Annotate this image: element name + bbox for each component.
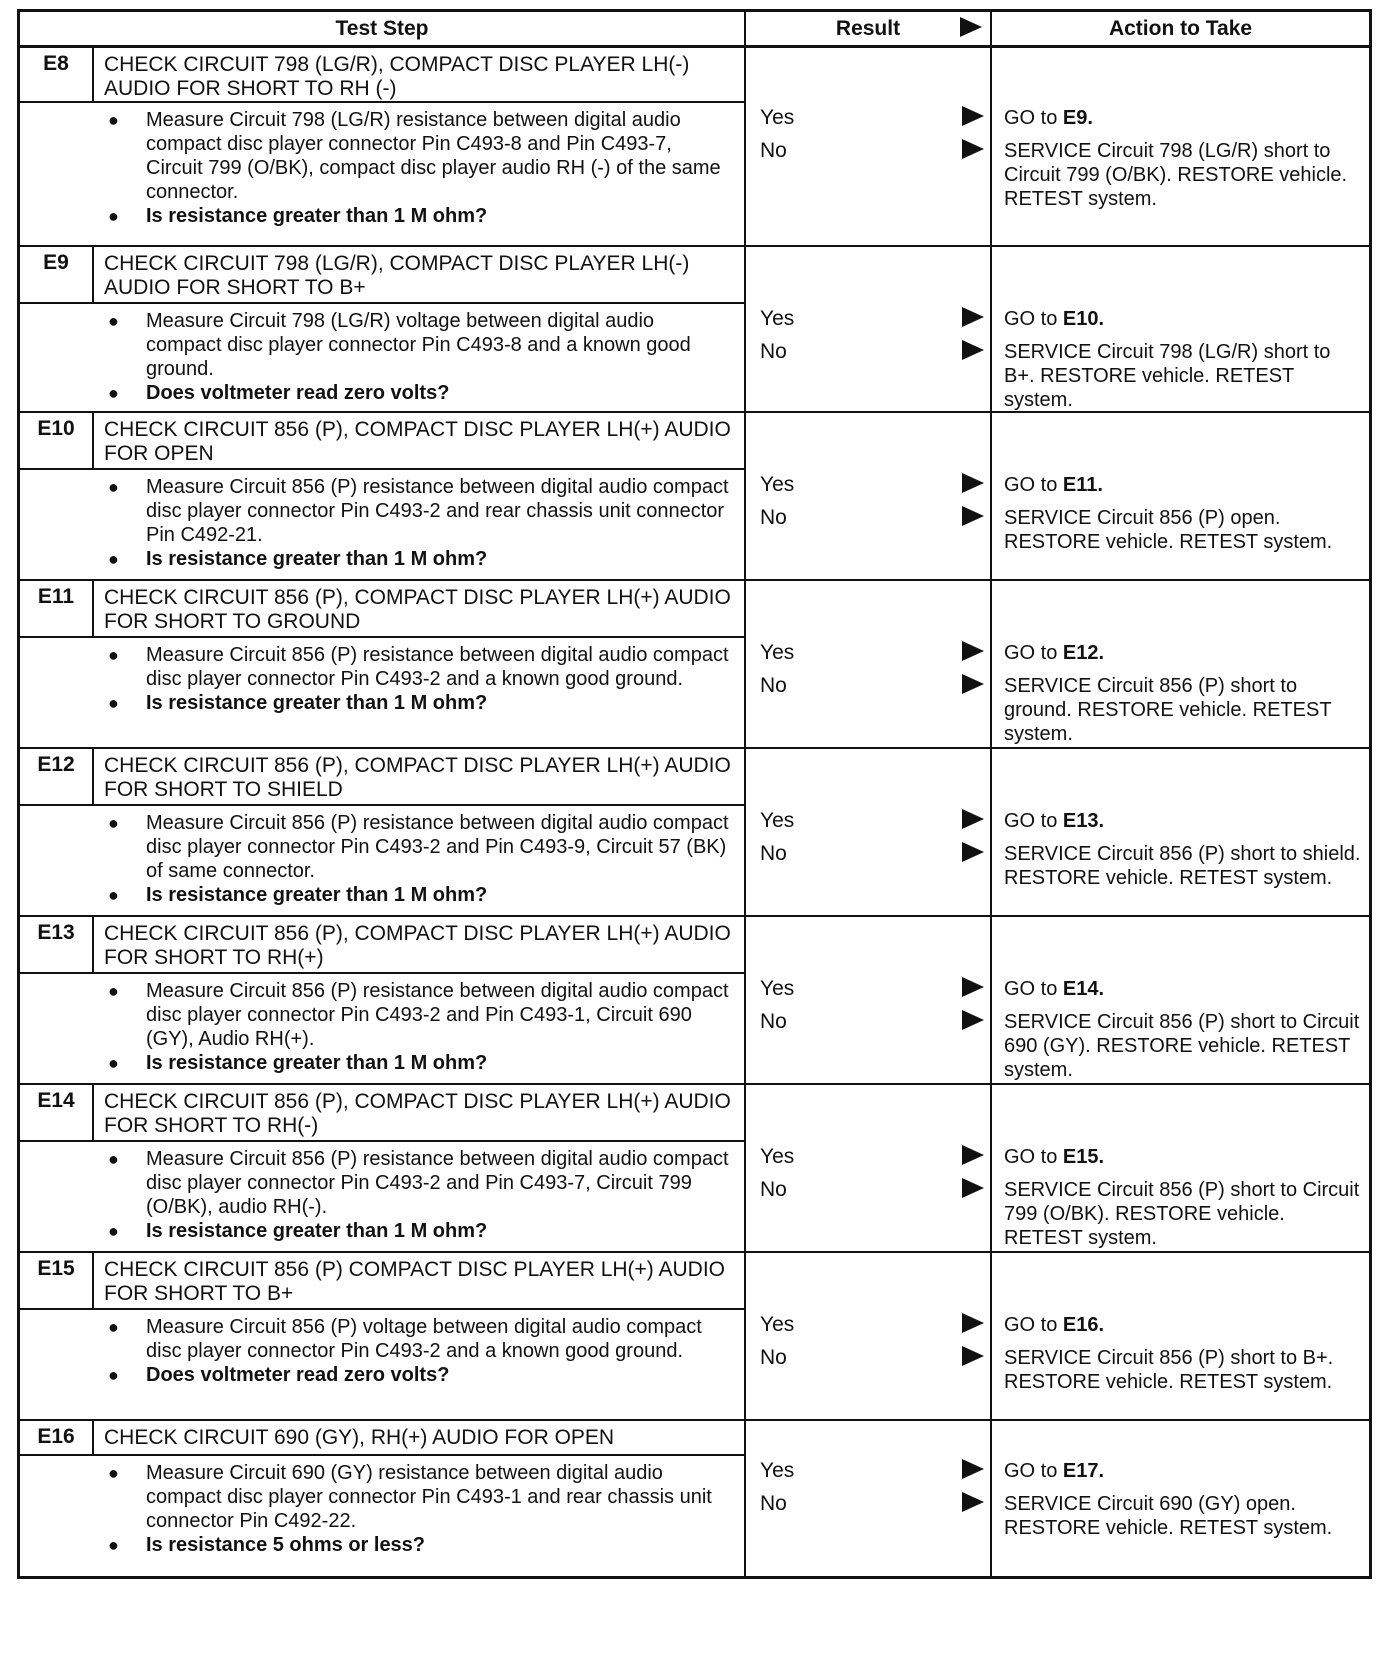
arrow-right-icon bbox=[962, 1459, 984, 1479]
bullet-icon: ● bbox=[108, 383, 119, 403]
result-cell bbox=[746, 1253, 992, 1419]
test-step-row bbox=[20, 749, 1369, 917]
bullet-icon: ● bbox=[108, 110, 119, 130]
bullet-text: Is resistance greater than 1 M ohm? bbox=[146, 692, 488, 714]
step-question bbox=[108, 547, 734, 571]
result-cell bbox=[746, 1421, 992, 1576]
arrow-right-icon bbox=[962, 641, 984, 661]
bullet-text: Does voltmeter read zero volts? bbox=[146, 1364, 450, 1386]
step-bullets bbox=[94, 1456, 744, 1576]
arrow-right-icon bbox=[962, 506, 984, 526]
arrow-right-icon bbox=[962, 340, 984, 360]
result-yes: Yes bbox=[760, 1313, 795, 1336]
step-instruction bbox=[108, 309, 734, 381]
header-test-step: Test Step bbox=[20, 12, 746, 45]
arrow-right-icon bbox=[962, 1145, 984, 1165]
test-step-row bbox=[20, 1253, 1369, 1421]
step-body bbox=[20, 638, 744, 747]
step-bullets bbox=[94, 304, 744, 411]
bullet-text: Is resistance greater than 1 M ohm? bbox=[146, 1052, 488, 1074]
step-bullets bbox=[94, 974, 744, 1083]
result-no: No bbox=[760, 506, 787, 529]
action-yes bbox=[1004, 1313, 1361, 1337]
result-yes: Yes bbox=[760, 977, 795, 1000]
step-body bbox=[20, 974, 744, 1083]
test-step-row bbox=[20, 48, 1369, 247]
arrow-right-icon bbox=[962, 1313, 984, 1333]
action-yes bbox=[1004, 307, 1361, 331]
arrow-right-icon bbox=[962, 977, 984, 997]
result-cell bbox=[746, 247, 992, 411]
header-result-label: Result bbox=[835, 16, 901, 40]
bullet-icon: ● bbox=[108, 311, 119, 331]
result-cell bbox=[746, 581, 992, 747]
bullet-icon: ● bbox=[108, 1463, 119, 1483]
bullet-text: Is resistance greater than 1 M ohm? bbox=[146, 1220, 488, 1242]
result-yes: Yes bbox=[760, 307, 795, 330]
bullet-text: Measure Circuit 856 (P) resistance between digital audio compact disc player connector Pin C493-2 and Pin C493-9, Circuit 57 (BK) of same connector. bbox=[146, 812, 729, 882]
result-no: No bbox=[760, 1178, 787, 1201]
step-bullets bbox=[94, 470, 744, 579]
bullet-text: Is resistance greater than 1 M ohm? bbox=[146, 205, 488, 227]
bullet-icon: ● bbox=[108, 1149, 119, 1169]
test-step-cell bbox=[20, 247, 746, 411]
test-step-cell bbox=[20, 1085, 746, 1251]
step-bullets bbox=[94, 103, 744, 245]
bullet-icon: ● bbox=[108, 645, 119, 665]
bullet-text: Measure Circuit 856 (P) resistance between digital audio compact disc player connector Pin C493-2 and Pin C493-1, Circuit 690 (GY), Audio RH(+). bbox=[146, 980, 729, 1050]
action-yes-target: E17. bbox=[1062, 1460, 1105, 1482]
bullet-text: Measure Circuit 856 (P) voltage between digital audio compact disc player connector Pin C493-2 and a known good ground. bbox=[146, 1316, 702, 1362]
action-yes bbox=[1004, 1145, 1361, 1169]
arrow-right-icon bbox=[962, 809, 984, 829]
result-yes: Yes bbox=[760, 1145, 795, 1168]
action-yes-prefix: GO to bbox=[1004, 1146, 1058, 1168]
step-instruction bbox=[108, 643, 734, 691]
action-yes-target: E15. bbox=[1062, 1146, 1105, 1168]
step-body bbox=[20, 1310, 744, 1419]
step-title: CHECK CIRCUIT 856 (P), COMPACT DISC PLAYER LH(+) AUDIO FOR SHORT TO GROUND bbox=[104, 586, 731, 633]
action-yes bbox=[1004, 641, 1361, 665]
test-step-cell bbox=[20, 413, 746, 579]
action-no: SERVICE Circuit 856 (P) short to B+. RESTORE vehicle. RETEST system. bbox=[1004, 1347, 1334, 1393]
test-step-row bbox=[20, 917, 1369, 1085]
step-title-row bbox=[20, 1421, 744, 1456]
action-yes-prefix: GO to bbox=[1004, 978, 1058, 1000]
header-action: Action to Take bbox=[1108, 16, 1253, 40]
action-cell bbox=[992, 247, 1369, 411]
action-cell bbox=[992, 1253, 1369, 1419]
result-cell bbox=[746, 413, 992, 579]
test-step-cell bbox=[20, 917, 746, 1083]
test-step-cell bbox=[20, 1421, 746, 1576]
bullet-text: Is resistance greater than 1 M ohm? bbox=[146, 548, 488, 570]
action-no: SERVICE Circuit 798 (LG/R) short to B+. RESTORE vehicle. RETEST system. bbox=[1004, 341, 1331, 411]
result-yes: Yes bbox=[760, 809, 795, 832]
step-title: CHECK CIRCUIT 798 (LG/R), COMPACT DISC PLAYER LH(-) AUDIO FOR SHORT TO B+ bbox=[104, 252, 690, 299]
action-yes bbox=[1004, 809, 1361, 833]
bullet-icon: ● bbox=[108, 1365, 119, 1385]
arrow-right-icon bbox=[962, 674, 984, 694]
arrow-right-icon bbox=[962, 106, 984, 126]
step-title-row bbox=[20, 581, 744, 638]
result-yes: Yes bbox=[760, 641, 795, 664]
test-step-cell bbox=[20, 749, 746, 915]
test-step-cell bbox=[20, 48, 746, 245]
step-question bbox=[108, 1363, 734, 1387]
step-body bbox=[20, 806, 744, 915]
step-title: CHECK CIRCUIT 856 (P), COMPACT DISC PLAYER LH(+) AUDIO FOR SHORT TO RH(-) bbox=[104, 1090, 731, 1137]
step-instruction bbox=[108, 1461, 734, 1533]
bullet-icon: ● bbox=[108, 981, 119, 1001]
step-title-row bbox=[20, 48, 744, 103]
arrow-right-icon bbox=[962, 1346, 984, 1366]
action-yes-target: E11. bbox=[1062, 474, 1103, 496]
step-body bbox=[20, 1456, 744, 1576]
test-step-cell bbox=[20, 1253, 746, 1419]
step-title-row bbox=[20, 1085, 744, 1142]
bullet-text: Measure Circuit 690 (GY) resistance between digital audio compact disc player connector Pin C493-1 and rear chassis unit connector Pin C492-22. bbox=[146, 1462, 712, 1532]
action-yes-target: E16. bbox=[1062, 1314, 1105, 1336]
step-bullets bbox=[94, 1310, 744, 1419]
action-yes bbox=[1004, 1459, 1361, 1483]
result-no: No bbox=[760, 139, 787, 162]
result-yes: Yes bbox=[760, 473, 795, 496]
result-no: No bbox=[760, 1492, 787, 1515]
action-yes-prefix: GO to bbox=[1004, 107, 1058, 129]
action-yes-prefix: GO to bbox=[1004, 1314, 1058, 1336]
step-instruction bbox=[108, 811, 734, 883]
action-cell bbox=[992, 581, 1369, 747]
action-yes-target: E14. bbox=[1062, 978, 1105, 1000]
step-title: CHECK CIRCUIT 856 (P), COMPACT DISC PLAYER LH(+) AUDIO FOR OPEN bbox=[104, 418, 731, 465]
action-yes-prefix: GO to bbox=[1004, 1460, 1058, 1482]
step-question bbox=[108, 691, 734, 715]
bullet-text: Measure Circuit 798 (LG/R) voltage between digital audio compact disc player connector Pin C493-8 and a known good ground. bbox=[146, 310, 691, 380]
step-instruction bbox=[108, 1315, 734, 1363]
step-id: E8 bbox=[20, 48, 94, 101]
test-step-row bbox=[20, 1421, 1369, 1576]
result-no: No bbox=[760, 1010, 787, 1033]
step-title: CHECK CIRCUIT 798 (LG/R), COMPACT DISC PLAYER LH(-) AUDIO FOR SHORT TO RH (-) bbox=[104, 53, 690, 100]
step-question bbox=[108, 1533, 734, 1557]
bullet-icon: ● bbox=[108, 549, 119, 569]
result-cell bbox=[746, 1085, 992, 1251]
step-id: E15 bbox=[20, 1253, 94, 1308]
step-id: E14 bbox=[20, 1085, 94, 1140]
action-yes-prefix: GO to bbox=[1004, 642, 1058, 664]
bullet-text: Does voltmeter read zero volts? bbox=[146, 382, 450, 404]
test-step-cell bbox=[20, 581, 746, 747]
header-arrow-icon bbox=[960, 17, 982, 37]
result-yes: Yes bbox=[760, 1459, 795, 1482]
action-cell bbox=[992, 1085, 1369, 1251]
step-id: E10 bbox=[20, 413, 94, 468]
step-title: CHECK CIRCUIT 856 (P), COMPACT DISC PLAYER LH(+) AUDIO FOR SHORT TO RH(+) bbox=[104, 922, 731, 969]
bullet-text: Measure Circuit 798 (LG/R) resistance between digital audio compact disc player connector Pin C493-8 and Pin C493-7, Circuit 799 (O/BK), compact disc player audio RH (-) of the same connector. bbox=[146, 109, 721, 203]
step-question bbox=[108, 1219, 734, 1243]
test-step-row bbox=[20, 581, 1369, 749]
bullet-text: Measure Circuit 856 (P) resistance between digital audio compact disc player connector Pin C493-2 and Pin C493-7, Circuit 799 (O/BK), audio RH(-). bbox=[146, 1148, 729, 1218]
step-body bbox=[20, 103, 744, 245]
bullet-icon: ● bbox=[108, 885, 119, 905]
bullet-icon: ● bbox=[108, 1053, 119, 1073]
step-body bbox=[20, 470, 744, 579]
step-instruction bbox=[108, 475, 734, 547]
arrow-right-icon bbox=[962, 139, 984, 159]
result-yes: Yes bbox=[760, 106, 795, 129]
action-no: SERVICE Circuit 856 (P) short to shield. RESTORE vehicle. RETEST system. bbox=[1004, 843, 1361, 889]
action-yes-target: E12. bbox=[1062, 642, 1105, 664]
diagnostic-table bbox=[17, 9, 1372, 1579]
step-bullets bbox=[94, 806, 744, 915]
step-title-row bbox=[20, 917, 744, 974]
step-id: E11 bbox=[20, 581, 94, 636]
bullet-icon: ● bbox=[108, 477, 119, 497]
step-id: E16 bbox=[20, 1421, 94, 1454]
step-question bbox=[108, 381, 734, 405]
step-instruction bbox=[108, 1147, 734, 1219]
action-no: SERVICE Circuit 690 (GY) open. RESTORE vehicle. RETEST system. bbox=[1004, 1493, 1333, 1539]
step-title-row bbox=[20, 413, 744, 470]
arrow-right-icon bbox=[962, 307, 984, 327]
bullet-text: Is resistance greater than 1 M ohm? bbox=[146, 884, 488, 906]
action-cell bbox=[992, 917, 1369, 1083]
step-body bbox=[20, 1142, 744, 1251]
step-title: CHECK CIRCUIT 690 (GY), RH(+) AUDIO FOR OPEN bbox=[104, 1426, 615, 1449]
step-id: E9 bbox=[20, 247, 94, 302]
test-step-row bbox=[20, 247, 1369, 413]
action-no: SERVICE Circuit 856 (P) short to Circuit 799 (O/BK). RESTORE vehicle. RETEST system. bbox=[1004, 1179, 1360, 1249]
result-cell bbox=[746, 749, 992, 915]
result-no: No bbox=[760, 340, 787, 363]
table-header bbox=[20, 12, 1369, 48]
action-yes-target: E13. bbox=[1062, 810, 1105, 832]
steps-list bbox=[20, 48, 1369, 1576]
action-yes-prefix: GO to bbox=[1004, 308, 1058, 330]
result-cell bbox=[746, 48, 992, 245]
action-yes bbox=[1004, 106, 1361, 130]
test-step-row bbox=[20, 1085, 1369, 1253]
step-instruction bbox=[108, 108, 734, 204]
action-no: SERVICE Circuit 856 (P) open. RESTORE vehicle. RETEST system. bbox=[1004, 507, 1333, 553]
test-step-row bbox=[20, 413, 1369, 581]
step-bullets bbox=[94, 638, 744, 747]
bullet-text: Measure Circuit 856 (P) resistance between digital audio compact disc player connector Pin C493-2 and rear chassis unit connector Pin C492-21. bbox=[146, 476, 729, 546]
bullet-icon: ● bbox=[108, 1317, 119, 1337]
result-no: No bbox=[760, 842, 787, 865]
result-no: No bbox=[760, 1346, 787, 1369]
result-cell bbox=[746, 917, 992, 1083]
action-yes bbox=[1004, 473, 1361, 497]
action-cell bbox=[992, 749, 1369, 915]
step-id: E13 bbox=[20, 917, 94, 972]
step-body bbox=[20, 304, 744, 411]
step-instruction bbox=[108, 979, 734, 1051]
action-no: SERVICE Circuit 856 (P) short to ground. RESTORE vehicle. RETEST system. bbox=[1004, 675, 1332, 745]
bullet-icon: ● bbox=[108, 1535, 119, 1555]
bullet-icon: ● bbox=[108, 206, 119, 226]
bullet-text: Measure Circuit 856 (P) resistance between digital audio compact disc player connector Pin C493-2 and a known good ground. bbox=[146, 644, 729, 690]
arrow-right-icon bbox=[962, 1178, 984, 1198]
action-yes-prefix: GO to bbox=[1004, 474, 1058, 496]
step-title: CHECK CIRCUIT 856 (P) COMPACT DISC PLAYER LH(+) AUDIO FOR SHORT TO B+ bbox=[104, 1258, 725, 1305]
action-yes-target: E9. bbox=[1062, 107, 1093, 129]
action-cell bbox=[992, 1421, 1369, 1576]
step-title-row bbox=[20, 749, 744, 806]
header-result bbox=[746, 12, 992, 45]
step-id: E12 bbox=[20, 749, 94, 804]
arrow-right-icon bbox=[962, 842, 984, 862]
arrow-right-icon bbox=[962, 1010, 984, 1030]
action-yes-target: E10. bbox=[1062, 308, 1105, 330]
action-cell bbox=[992, 413, 1369, 579]
action-no: SERVICE Circuit 798 (LG/R) short to Circuit 799 (O/BK). RESTORE vehicle. RETEST system. bbox=[1004, 140, 1348, 210]
bullet-text: Is resistance 5 ohms or less? bbox=[146, 1534, 426, 1556]
step-bullets bbox=[94, 1142, 744, 1251]
bullet-icon: ● bbox=[108, 813, 119, 833]
step-question bbox=[108, 883, 734, 907]
action-yes bbox=[1004, 977, 1361, 1001]
arrow-right-icon bbox=[962, 473, 984, 493]
action-cell bbox=[992, 48, 1369, 245]
arrow-right-icon bbox=[962, 1492, 984, 1512]
step-title-row bbox=[20, 1253, 744, 1310]
action-yes-prefix: GO to bbox=[1004, 810, 1058, 832]
result-no: No bbox=[760, 674, 787, 697]
step-question bbox=[108, 1051, 734, 1075]
step-title: CHECK CIRCUIT 856 (P), COMPACT DISC PLAYER LH(+) AUDIO FOR SHORT TO SHIELD bbox=[104, 754, 731, 801]
bullet-icon: ● bbox=[108, 1221, 119, 1241]
step-title-row bbox=[20, 247, 744, 304]
bullet-icon: ● bbox=[108, 693, 119, 713]
action-no: SERVICE Circuit 856 (P) short to Circuit 690 (GY). RESTORE vehicle. RETEST system. bbox=[1004, 1011, 1360, 1081]
step-question bbox=[108, 204, 734, 228]
